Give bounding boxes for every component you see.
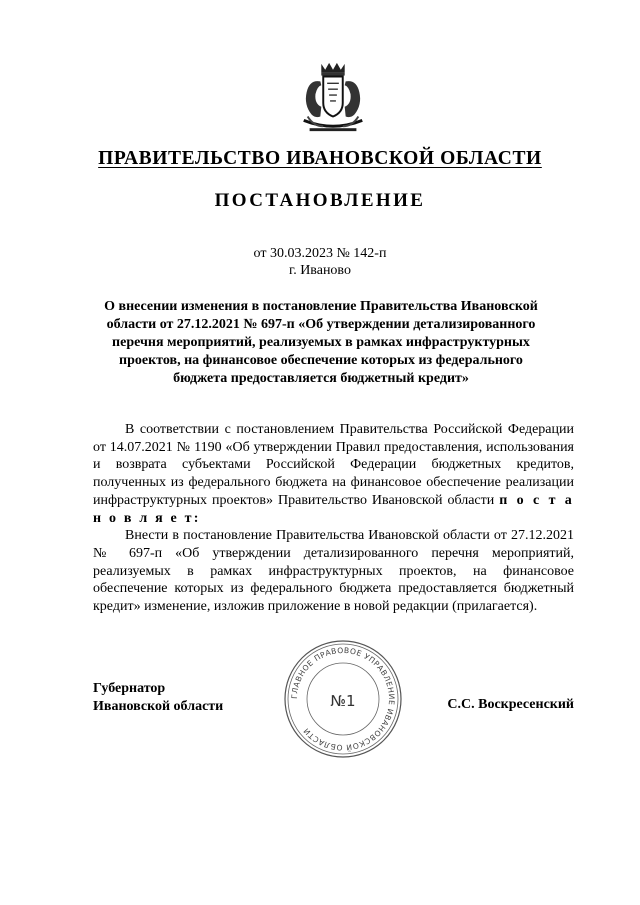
resolves-phrase: п о с т а н о в л я е т: [93,492,575,526]
document-body [93,421,574,616]
body-paragraph: Внести в постановление Правительства Ивановской области от 27.12.2021 № 697-п «Об утверждении детализированного перечня мероприятий, реализуемых в рамках инфраструктурных проектов, на финансовое обеспечение которых из федерального бюджета предоставляется бюджетный кредит» изменение, изложив приложение в новой редакции (прилагается). [93,528,574,615]
government-title: ПРАВИТЕЛЬСТВО ИВАНОВСКОЙ ОБЛАСТИ [98,148,542,169]
coat-of-arms-icon [294,58,372,136]
stamp-number: №1 [330,692,356,710]
signer-name: С.С. Воскресенский [447,697,574,712]
body-paragraph-text: В соответствии с постановлением Правительства Российской Федерации от 14.07.2021 № 1190 «Об утверждении Правил предоставления, использования и возврата субъектами Российской Федерации бюджетных кредитов, полученных из федерального бюджета на финансовое обеспечение реализации инфраструктурных проектов» Правительство Ивановской области [93,422,574,508]
document-date-number: от 30.03.2023 № 142-п [253,246,387,261]
document-type-title: ПОСТАНОВЛЕНИЕ [214,190,426,211]
stamp-ring-text: ГЛАВНОЕ ПРАВОВОЕ УПРАВЛЕНИЕ ИВАНОВСКОЙ ОБЛАСТИ [289,645,397,753]
official-stamp [282,638,404,760]
signature-position [93,680,223,715]
signature-position-line: Ивановской области [93,698,224,714]
document-city: г. Иваново [289,263,351,278]
document-subject: О внесении изменения в постановление Правительства Ивановской области от 27.12.2021 № 697-п «Об утверждении детализированного перечня мероприятий, реализуемых в рамках инфраструктурных проектов, на финансовое обеспечение которых из федерального бюджета предоставляется бюджетный кредит» [104,299,538,386]
body-paragraph [93,421,574,527]
signature-position-line: Губернатор [93,681,166,696]
